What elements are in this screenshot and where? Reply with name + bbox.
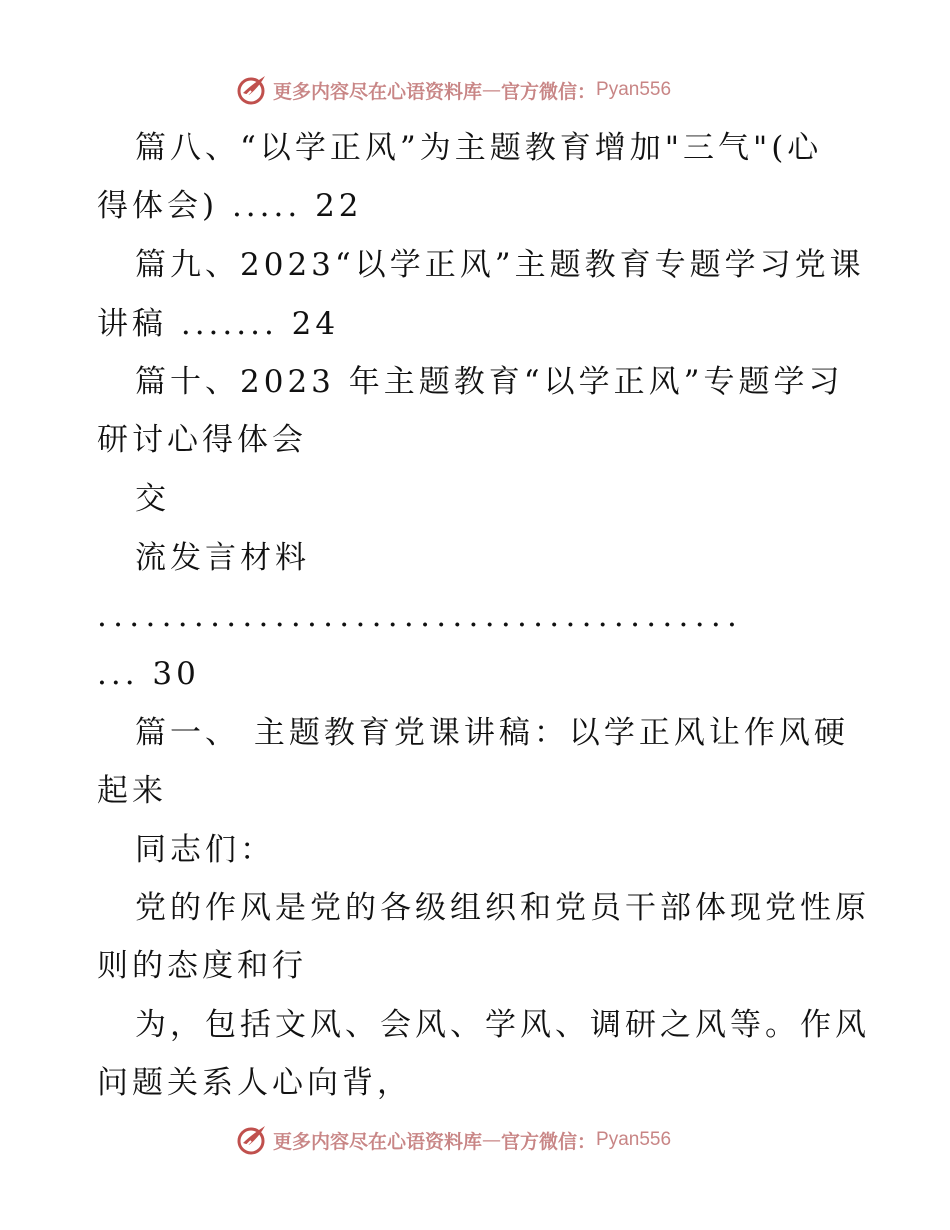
toc-entry-8-line-2: 得体会) ..... 22 <box>97 188 363 224</box>
footer-watermark <box>235 1122 671 1158</box>
toc-entry-10-line-1: 篇十、2023 年主题教育“以学正风”专题学习 <box>135 364 844 400</box>
quill-logo-icon <box>235 73 269 107</box>
quill-logo-icon <box>235 1123 269 1157</box>
toc-entry-10-line-3: 交 <box>135 481 170 517</box>
watermark-site-name: 更多内容尽在心语资料库 <box>273 80 483 103</box>
watermark-separator: — <box>482 79 502 101</box>
toc-entry-10-page-number: ... 30 <box>97 656 200 692</box>
toc-entry-9-line-2: 讲稿 ....... 24 <box>97 306 340 342</box>
toc-entry-9-line-1: 篇九、2023“以学正风”主题教育专题学习党课 <box>135 247 865 283</box>
toc-entry-10-line-2: 研讨心得体会 <box>97 422 307 458</box>
paragraph-2-line-1: 为，包括文风、会风、学风、调研之风等。作风 <box>135 1007 870 1043</box>
watermark-separator: — <box>482 1129 502 1151</box>
header-watermark <box>235 72 671 108</box>
toc-entry-10-line-4: 流发言材料 <box>135 540 310 576</box>
toc-entry-10-leader-dots: ........................................ <box>97 598 744 634</box>
toc-entry-8-line-1: 篇八、“以学正风”为主题教育增加"三气"(心 <box>135 130 823 166</box>
watermark-wechat-id: Pyan556 <box>596 79 672 100</box>
paragraph-2-line-2: 问题关系人心向背， <box>97 1065 412 1101</box>
paragraph-1-line-2: 则的态度和行 <box>97 948 307 984</box>
section-heading-line-1: 篇一、 主题教育党课讲稿：以学正风让作风硬 <box>135 715 849 751</box>
section-heading-line-2: 起来 <box>97 773 167 809</box>
watermark-site-name: 更多内容尽在心语资料库 <box>273 1130 483 1153</box>
watermark-wechat-id: Pyan556 <box>596 1129 672 1150</box>
paragraph-1-line-1: 党的作风是党的各级组织和党员干部体现党性原 <box>135 890 870 926</box>
salutation: 同志们： <box>135 832 275 868</box>
watermark-contact-label: 官方微信： <box>501 1130 597 1153</box>
watermark-contact-label: 官方微信： <box>501 80 597 103</box>
